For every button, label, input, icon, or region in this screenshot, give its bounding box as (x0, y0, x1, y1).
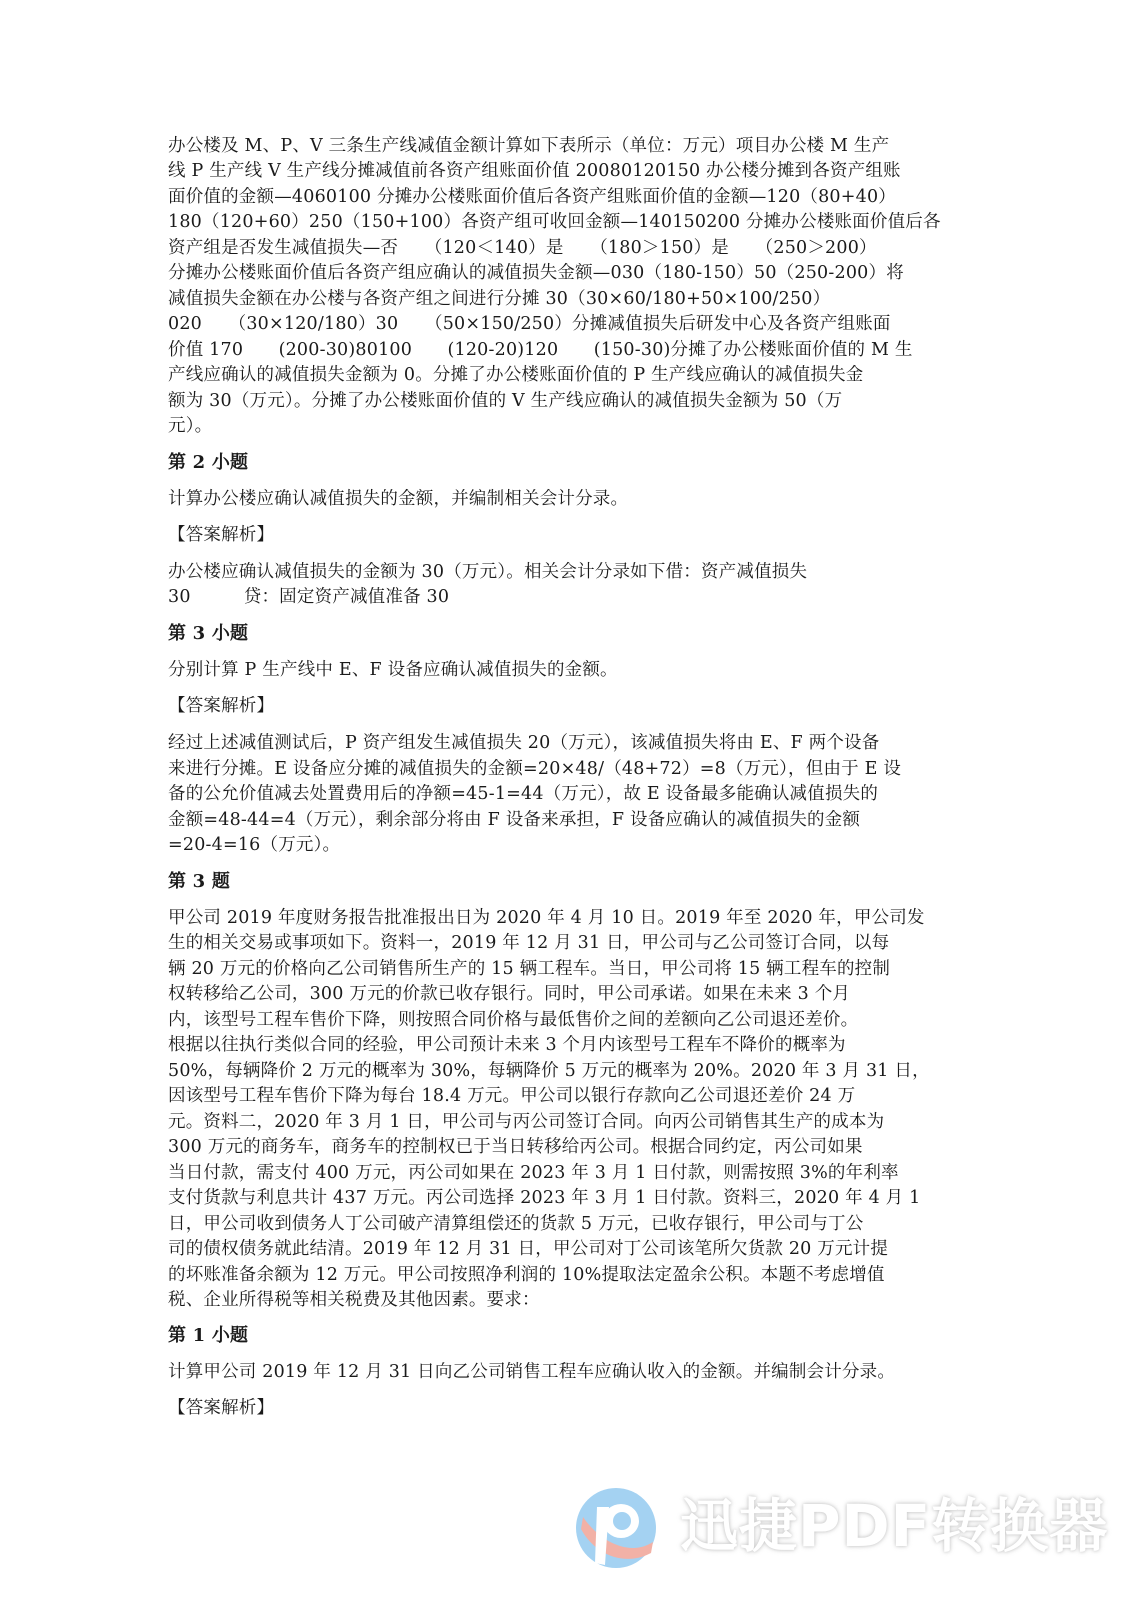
paragraph-line: 分摊办公楼账面价值后各资产组应确认的减值损失金额—030（180-150）50（250-200）将 (168, 263, 904, 283)
question-line: 权转移给乙公司，300 万元的价款已收存银行。同时，甲公司承诺。如果在未来 3 个月 (168, 984, 851, 1004)
question-line: 辆 20 万元的价格向乙公司销售所生产的 15 辆工程车。当日，甲公司将 15 辆工程车的控制 (168, 959, 891, 979)
question-line: 内，该型号工程车售价下降，则按照合同价格与最低售价之间的差额向乙公司退还差价。 (168, 1010, 859, 1030)
paragraph-line: 办公楼及 M、P、V 三条生产线减值金额计算如下表所示（单位：万元）项目办公楼 M 生产 (168, 136, 890, 156)
question-line: 根据以往执行类似合同的经验，甲公司预计未来 3 个月内该型号工程车不降价的概率为 (168, 1035, 846, 1055)
paragraph-line: 020 （30×120/180）30 （50×150/250）分摊减值损失后研发中心及各资产组账面 (168, 314, 891, 334)
answer-line: 30 贷：固定资产减值准备 30 (168, 587, 450, 607)
answer-line: 办公楼应确认减值损失的金额为 30（万元）。相关会计分录如下借：资产减值损失 (168, 562, 808, 582)
question-line: 生的相关交易或事项如下。资料一，2019 年 12 月 31 日，甲公司与乙公司签订合同，以每 (168, 933, 890, 953)
paragraph-line: 减值损失金额在办公楼与各资产组之间进行分摊 30（30×60/180+50×100/250） (168, 289, 831, 309)
subquestion-heading: 第 2 小题 (168, 452, 249, 473)
question-line: 税、企业所得税等相关税费及其他因素。要求： (168, 1290, 540, 1310)
paragraph-line: 价值 170 (200-30)80100 (120-20)120 (150-30)分摊了办公楼账面价值的 M 生 (168, 340, 913, 360)
answer-label: 【答案解析】 (168, 1398, 275, 1418)
answer-label: 【答案解析】 (168, 525, 275, 545)
answer-line: 来进行分摊。E 设备应分摊的减值损失的金额=20×48/（48+72）=8（万元），但由于 E 设 (168, 759, 902, 779)
paragraph-line: 线 P 生产线 V 生产线分摊减值前各资产组账面价值 20080120150 办公楼分摊到各资产组账 (168, 161, 901, 181)
question-line: 当日付款，需支付 400 万元，丙公司如果在 2023 年 3 月 1 日付款，则需按照 3%的年利率 (168, 1163, 899, 1183)
question-text: 分别计算 P 生产线中 E、F 设备应确认减值损失的金额。 (168, 660, 618, 680)
question-line: 300 万元的商务车，商务车的控制权已于当日转移给丙公司。根据合同约定，丙公司如果 (168, 1137, 863, 1157)
question-text: 计算办公楼应确认减值损失的金额，并编制相关会计分录。 (168, 489, 629, 509)
subquestion-heading: 第 3 小题 (168, 623, 249, 644)
question-line: 因该型号工程车售价下降为每台 18.4 万元。甲公司以银行存款向乙公司退还差价 24 万 (168, 1086, 856, 1106)
question-line: 50%，每辆降价 2 万元的概率为 30%，每辆降价 5 万元的概率为 20%。2020 年 3 月 31 日， (168, 1061, 930, 1081)
paragraph-line: 产线应确认的减值损失金额为 0。分摊了办公楼账面价值的 P 生产线应确认的减值损失金 (168, 365, 864, 385)
xunjie-pdf-logo-icon (575, 1487, 657, 1569)
paragraph-line: 资产组是否发生减值损失—否 （120＜140）是 （180＞150）是 （250＞200） (168, 238, 877, 258)
paragraph-line: 额为 30（万元）。分摊了办公楼账面价值的 V 生产线应确认的减值损失金额为 50（万 (168, 391, 843, 411)
question-line: 司的债权债务就此结清。2019 年 12 月 31 日，甲公司对丁公司该笔所欠货款 20 万元计提 (168, 1239, 889, 1259)
question-line: 支付货款与利息共计 437 万元。丙公司选择 2023 年 3 月 1 日付款。资料三，2020 年 4 月 1 (168, 1188, 921, 1208)
answer-label: 【答案解析】 (168, 696, 275, 716)
question-line: 甲公司 2019 年度财务报告批准报出日为 2020 年 4 月 10 日。2019 年至 2020 年，甲公司发 (168, 908, 925, 928)
question-line: 元。资料二，2020 年 3 月 1 日，甲公司与丙公司签订合同。向丙公司销售其生产的成本为 (168, 1112, 885, 1132)
answer-line: =20-4=16（万元）。 (168, 835, 341, 855)
answer-line: 金额=48-44=4（万元），剩余部分将由 F 设备来承担，F 设备应确认的减值损失的金额 (168, 810, 861, 830)
subquestion-heading: 第 1 小题 (168, 1325, 249, 1346)
question-line: 日，甲公司收到债务人丁公司破产清算组偿还的货款 5 万元，已收存银行，甲公司与丁公 (168, 1214, 864, 1234)
question-line: 的坏账准备余额为 12 万元。甲公司按照净利润的 10%提取法定盈余公积。本题不考虑增值 (168, 1265, 885, 1285)
watermark (575, 1485, 1109, 1575)
question-heading: 第 3 题 (168, 871, 231, 892)
paragraph-line: 面价值的金额—4060100 分摊办公楼账面价值后各资产组账面价值的金额—120（80+40） (168, 187, 896, 207)
question-text: 计算甲公司 2019 年 12 月 31 日向乙公司销售工程车应确认收入的金额。并编制会计分录。 (168, 1362, 896, 1382)
paragraph-line: 元）。 (168, 416, 213, 436)
answer-line: 备的公允价值减去处置费用后的净额=45-1=44（万元），故 E 设备最多能确认减值损失的 (168, 784, 879, 804)
watermark-text: 迅捷PDF转换器 (680, 1492, 1109, 1560)
paragraph-line: 180（120+60）250（150+100）各资产组可收回金额—140150200 分摊办公楼账面价值后各 (168, 212, 941, 232)
answer-line: 经过上述减值测试后，P 资产组发生减值损失 20（万元），该减值损失将由 E、F 两个设备 (168, 733, 880, 753)
